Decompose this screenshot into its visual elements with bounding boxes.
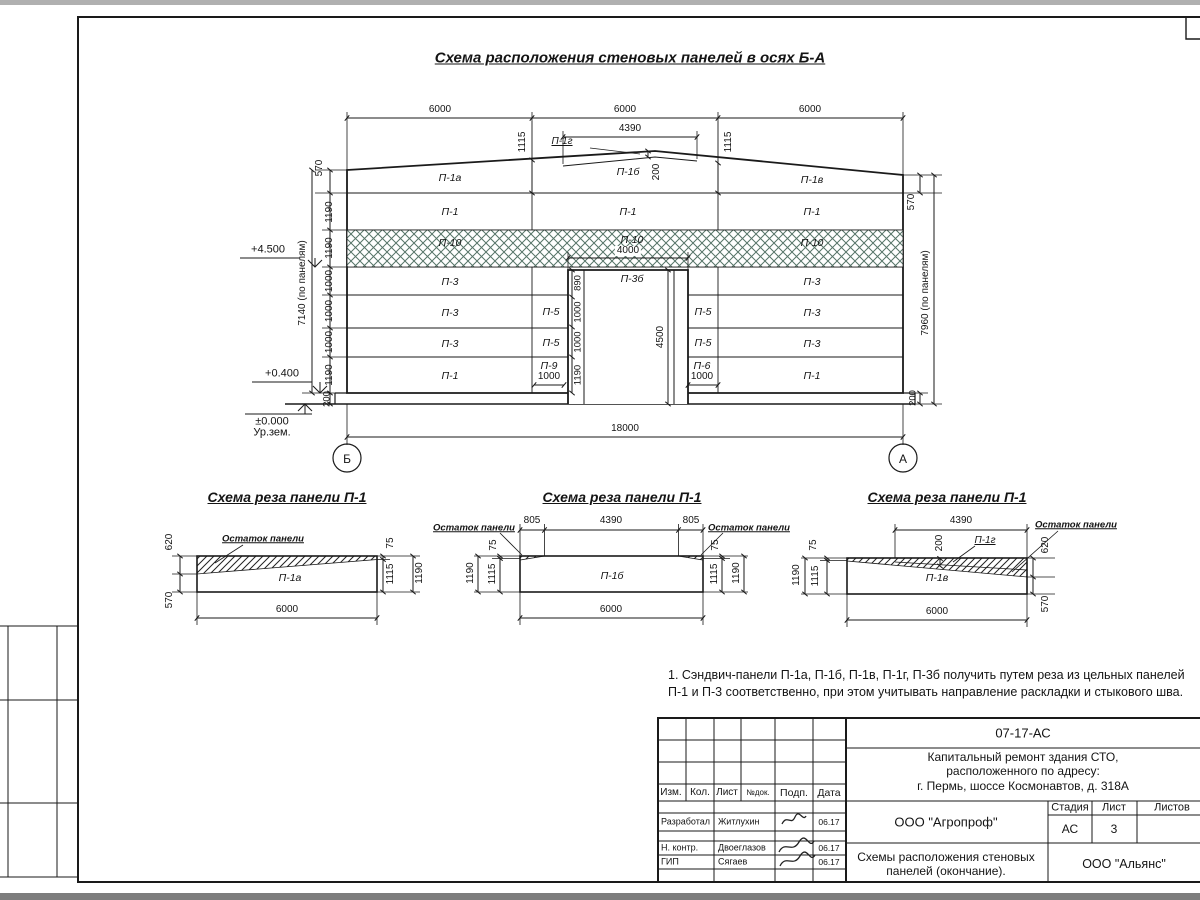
panel-label: П-5 [542,305,560,318]
panel-label: П-10 [438,236,462,249]
dim-label: 4500 [655,325,666,349]
panel-label: П-3 [803,275,821,288]
panel-label: П-1 [619,205,637,218]
axis-label-left: Б [343,452,351,466]
dim-label: 1190 [731,562,742,584]
dim-label: 6000 [599,604,623,615]
dim-label: 7960 (по панелям) [920,250,931,336]
tb-header: Дата [817,786,841,799]
dim-label: 75 [808,539,819,551]
door-opening [568,270,688,404]
cut2-title: Схема реза панели П-1 [542,489,702,505]
doc-title: Схемы расположения стеновых [857,850,1035,864]
sheet-number: 3 [1110,822,1118,836]
stage-value: АС [1061,822,1079,836]
org-name: ООО "Альянс" [1082,856,1166,871]
dim-label: 570 [1040,595,1051,613]
tb-header: Подп. [780,786,808,799]
level-label: ±0.000 [255,415,289,428]
panel-label: П-1 [441,205,459,218]
project-name: Капитальный ремонт здания СТО, [927,750,1119,764]
tb-header: Изм. [660,787,682,798]
ground-label: Ур.зем. [253,426,291,439]
dim-label: 1115 [487,563,498,585]
panel-label: П-1б [600,569,624,582]
panel-label: П-3 [441,275,459,288]
project-name: расположенного по адресу: [946,764,1100,778]
dim-label: 1190 [414,562,425,584]
panel-label: П-1г [551,136,573,147]
panel-label: П-5 [694,336,712,349]
tb-name: Двоеглазов [718,842,766,853]
axis-markers [333,444,917,472]
dim-label: 1190 [791,564,802,586]
dim-label: 1000 [324,269,335,293]
dim-label: 1115 [517,131,528,153]
panel-label: П-1 [441,369,459,382]
dim-label: 1190 [572,364,584,386]
tb-name: Сягаев [718,856,748,867]
panel-label: П-1а [278,571,302,584]
dim-label: 200 [321,391,333,407]
dim-label: 4390 [599,515,623,526]
tb-date: 06.17 [818,842,840,853]
dim-label: 6000 [613,104,637,115]
panel-label: П-9 [540,359,558,372]
remnant-label: Остаток панели [222,533,304,545]
dim-label: 1115 [723,131,734,153]
dim-label: 75 [488,539,499,551]
dim-label: 75 [385,537,396,549]
panel-label: П-3 [441,337,459,350]
dim-label: 1000 [324,330,335,354]
dim-label: 200 [907,390,919,406]
dim-label: 570 [906,193,917,211]
dim-label: 6000 [798,104,822,115]
remnant-label: Остаток панели [708,522,790,534]
dim-label: 1190 [324,364,335,386]
tb-header: Стадия [1051,801,1089,814]
tb-date: 06.17 [818,856,840,867]
page-title: Схема расположения стеновых панелей в осях Б-А [434,49,826,67]
tb-header: Листов [1154,801,1190,814]
tb-role: ГИП [661,856,679,867]
dim-label: 6000 [925,606,949,617]
dim-label: 1115 [709,563,720,585]
note-line: П-1 и П-3 соответственно, при этом учитывать направление раскладки и стыкового шва. [668,684,1184,699]
dim-label: 1000 [537,371,561,382]
dim-label: 1000 [324,299,335,323]
panel-label: П-3 [803,306,821,319]
tb-role: Разработал [661,816,710,827]
project-name: г. Пермь, шоссе Космонавтов, д. 318А [917,779,1129,793]
dim-label: 200 [934,534,945,552]
level-label: +4.500 [251,243,285,256]
tb-date: 06.17 [818,816,840,827]
org-name: ООО "Агропроф" [894,814,998,830]
note-line: 1. Сэндвич-панели П-1а, П-1б, П-1в, П-1г, П-3б получить путем реза из цельных панелей [668,667,1185,682]
panel-label: П-1 [803,369,821,382]
dim-label: 805 [682,515,700,526]
cut3-title: Схема реза панели П-1 [867,489,1027,505]
panel-label: П-1г [974,535,996,546]
dim-label: 570 [314,159,325,177]
dim-label: 620 [164,533,175,551]
remnant-label: Остаток панели [1035,519,1117,531]
panel-label: П-1 [803,205,821,218]
panel-label: П-3 [803,337,821,350]
dim-label: 1115 [810,565,821,587]
dim-label: 1000 [690,371,714,382]
tb-name: Житлухин [718,816,760,827]
panel-label: П-1в [800,173,824,186]
dim-label: 570 [164,591,175,609]
panel-label: П-10 [800,236,824,249]
dim-label: 75 [710,539,721,551]
dim-label: 4390 [949,515,973,526]
panel-label: П-3б [620,272,644,285]
doc-title: панелей (окончание). [886,864,1006,878]
dim-label: 805 [523,515,541,526]
doc-code: 07-17-АС [995,725,1051,741]
tb-header: Лист [1102,801,1126,814]
panel-label: П-5 [542,336,560,349]
dim-label: 6000 [275,604,299,615]
dim-label: 4390 [618,123,642,134]
panel-label: П-1а [438,171,462,184]
dim-label: 1000 [572,301,584,323]
panel-label: П-1в [925,571,949,584]
dim-label: 620 [1040,536,1051,554]
dim-label: 1190 [324,201,335,223]
panel-label: П-10 [620,233,644,246]
tb-role: Н. контр. [661,842,699,853]
level-marks [240,258,327,414]
signature-marks [779,814,815,866]
panel-label: П-3 [441,306,459,319]
cut1-title: Схема реза панели П-1 [207,489,367,505]
remnant-label: Остаток панели [433,522,515,534]
tb-header: Кол. [690,787,710,798]
panel-label: П-1б [616,165,640,178]
axis-label-right: А [898,452,908,466]
level-label: +0.400 [265,367,299,380]
dim-label: 1115 [385,563,396,585]
dim-label: 18000 [611,423,639,434]
dim-label: 1190 [324,237,335,259]
dim-label: 6000 [428,104,452,115]
dim-label: 1000 [572,331,584,353]
panel-label: П-5 [694,305,712,318]
tb-header: №док. [746,788,770,797]
dim-label: 200 [651,163,662,181]
panel-label: П-6 [693,359,711,372]
dim-label: 890 [572,275,584,291]
dim-label: 7140 (по панелям) [297,240,308,326]
dim-label: 4000 [616,245,640,256]
dim-label: 1190 [465,562,476,584]
tb-header: Лист [716,787,738,798]
